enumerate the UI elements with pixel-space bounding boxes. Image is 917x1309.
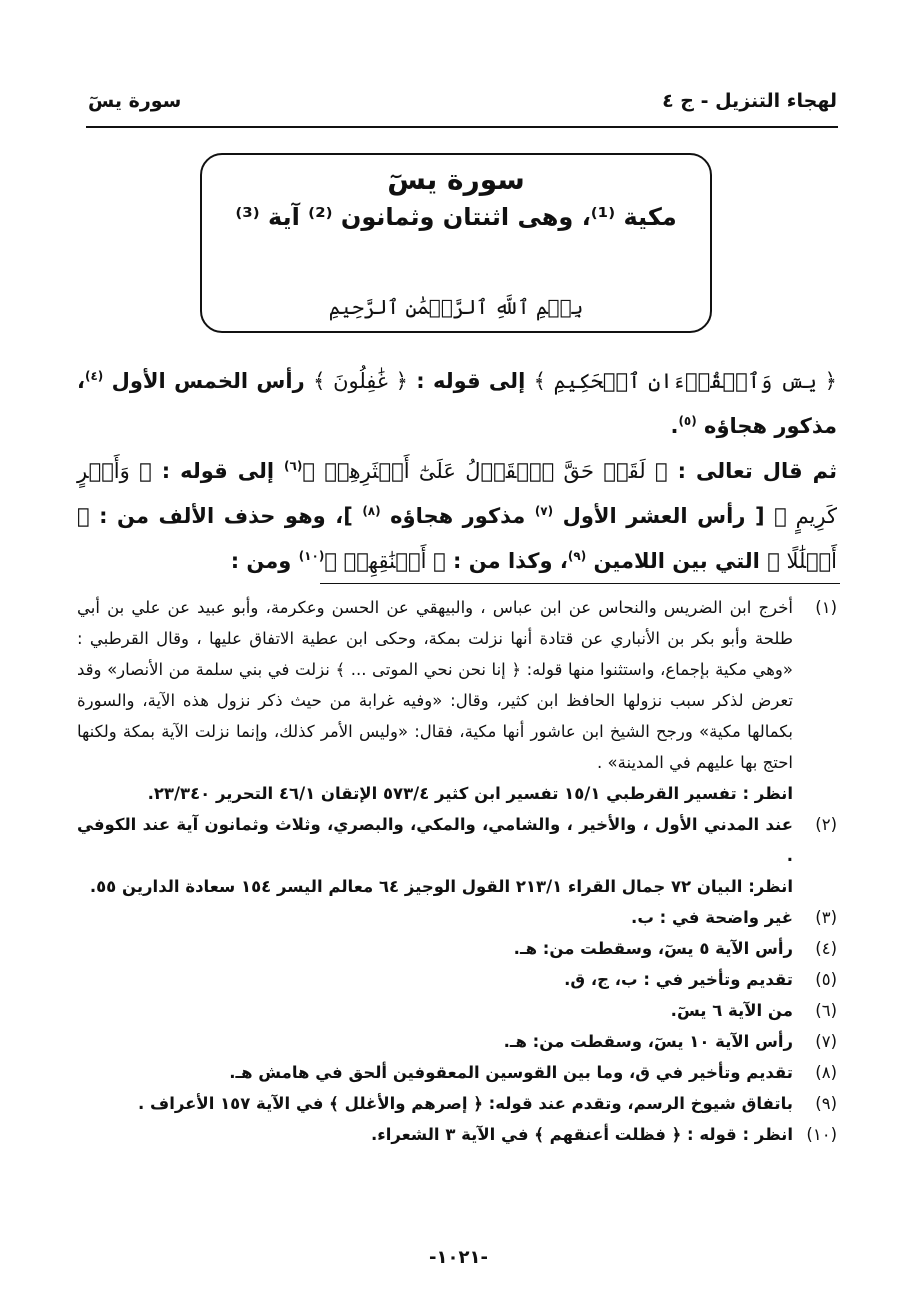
footnote-ref: (٥): [678, 414, 697, 428]
footnote-item: [77, 933, 837, 964]
footnote-text: من الآية ٦ يسٓ.: [670, 1001, 793, 1020]
quran-verse: ﴿ يسٓ وَٱلۡقُرۡءَانِ ٱلۡحَكِيمِ ﴾: [533, 369, 837, 393]
basmala: بِسۡمِ ٱللَّهِ ٱلرَّحۡمَٰنِ ٱلرَّحِيمِ: [328, 295, 584, 319]
text-run: ، وكذا من :: [445, 549, 568, 573]
footnote-separator: [320, 583, 840, 584]
footnote-item: [77, 1088, 837, 1119]
footnote-number: (٩): [815, 1094, 837, 1113]
footnote-text: أخرج ابن الضريس والنحاس عن ابن عباس ، والبيهقي عن الحسن وعكرمة، وأبو عبيد عن علي بن أبي طلحة وأبو بكر بن الأنباري عن قتادة أنها نزلت بمكة، وحكى ابن عطية الاتفاق عليها ، وقال القرطبي : «وهي مكية بإجماع، واستثنوا منها قوله: ﴿ إنا نحن نحي الموتى ... ﴾ نزلت في بني سلمة من الأنصار» وقد تعرض لذكر سبب نزولها الحافظ ابن كثير، وقال: «وفيه غرابة من حيث ذكر نزول هذه الآية، والسورة بكمالها مكية» ورجح الشيخ ابن عاشور أنها مكية، فقال: «وليس الأمر كذلك، وإنما نزلت الآية بمكة ولكنها احتج بها عليهم في المدينة» .: [77, 598, 793, 772]
footnote-ref: (٧): [534, 504, 554, 518]
header-book-title: لهجاء التنزيل - ج ٤: [662, 90, 837, 112]
footnote-number: (٢): [815, 815, 837, 834]
footnote-number: (٥): [815, 970, 837, 989]
quran-verse: ﴿ لَقَدۡ حَقَّ ٱلۡقَوۡلُ عَلَىٰٓ أَكۡثَرِهِمۡ ﴾: [302, 459, 668, 483]
footnote-item: [77, 1119, 837, 1150]
main-paragraph-2: [77, 446, 837, 581]
footnote-number: (٦): [815, 1001, 837, 1020]
footnote-item: [77, 1057, 837, 1088]
quran-verse: ﴿ أَغۡلَٰلًا ﴾: [77, 504, 837, 573]
footnote-number: (٨): [815, 1063, 837, 1082]
footnote-ref: (٤): [84, 369, 104, 383]
footnote-item: [77, 1026, 837, 1057]
quran-verse: ﴿ غَٰفِلُونَ ﴾: [313, 369, 408, 393]
footnote-text: انظر : قوله : ﴿ فظلت أعنقهم ﴾ في الآية ٣ الشعراء.: [370, 1125, 793, 1144]
footnote-ref: (٦): [284, 459, 303, 473]
quran-verse: ﴿ وَأَجۡرٍ كَرِيمٍ ﴾: [77, 459, 837, 528]
text-run: ومن :: [230, 549, 299, 573]
text-run: ، مذكور هجاؤه: [77, 369, 837, 438]
footnote-number: (١٠): [806, 1125, 837, 1144]
main-paragraph-1: [77, 356, 837, 446]
footnote-text: رأس الآية ٥ يسٓ، وسقطت من: هـ.: [513, 939, 793, 958]
quran-verse: ﴿ أَعۡنَٰقِهِمۡ ﴾: [324, 549, 446, 573]
footnote-item: [77, 592, 837, 778]
text-run: إلى قوله :: [407, 369, 534, 393]
text-run: مذكور هجاؤه: [380, 504, 535, 528]
footnote-text: رأس الآية ١٠ يسٓ، وسقطت من: هـ.: [503, 1032, 793, 1051]
footnote-ref: (١٠): [298, 549, 325, 563]
footnote-text: غير واضحة في : ب.: [631, 908, 793, 927]
page-number: -١٠٢١-: [429, 1247, 488, 1268]
header-rule: [86, 126, 838, 128]
footnote-number: (١): [815, 598, 837, 617]
footnote-item: [77, 964, 837, 995]
footnote-number: (٣): [815, 908, 837, 927]
text-run: ثم قال تعالى :: [667, 459, 837, 483]
footnote-reference: انظر : تفسير القرطبي ١٥/١ تفسير ابن كثير ٥٧٣/٤ الإتقان ٤٦/١ التحرير ٢٣/٣٤٠.: [147, 784, 793, 803]
text-run: رأس الخمس الأول: [103, 369, 314, 393]
footnote-ref: (٩): [567, 549, 587, 563]
footnote-item: [77, 902, 837, 933]
footnote-text: عند المدني الأول ، والأخير ، والشامي، والمكي، والبصري، وثلاث وثمانون آية عند الكوفي .: [77, 815, 793, 865]
footnotes-section: [77, 592, 837, 1150]
footnote-reference: انظر: البيان ٧٢ جمال القراء ٢١٣/١ القول الوجيز ٦٤ معالم اليسر ١٥٤ سعادة الدارين ٥٥.: [89, 877, 793, 896]
footnote-text: باتفاق شيوخ الرسم، وتقدم عند قوله: ﴿ إصرهم والأغلل ﴾ في الآية ١٥٧ الأعراف .: [138, 1094, 793, 1113]
text-run: إلى قوله :: [151, 459, 285, 483]
text-run: ]، وهو حذف الألف من :: [89, 504, 363, 528]
footnote-item: [77, 995, 837, 1026]
header-surah-name: سورة يسٓ: [88, 90, 182, 112]
text-run: التي بين اللامين: [586, 549, 768, 573]
footnote-number: (٧): [815, 1032, 837, 1051]
text-run: [ رأس العشر الأول: [553, 504, 775, 528]
footnote-text: تقديم وتأخير في ق، وما بين القوسين المعقوفين ألحق في هامش هـ.: [229, 1063, 793, 1082]
footnote-number: (٤): [815, 939, 837, 958]
footnote-item: [77, 809, 837, 871]
surah-info: مكية ⁽¹⁾، وهى اثنتان وثمانون ⁽²⁾ آية ⁽³⁾: [235, 203, 677, 231]
footnote-text: تقديم وتأخير في : ب، ج، ق.: [564, 970, 793, 989]
surah-title-box: [200, 153, 712, 333]
text-run: .: [670, 414, 679, 438]
footnote-ref: (٨): [362, 504, 381, 518]
surah-title: سورة يسٓ: [387, 163, 525, 196]
